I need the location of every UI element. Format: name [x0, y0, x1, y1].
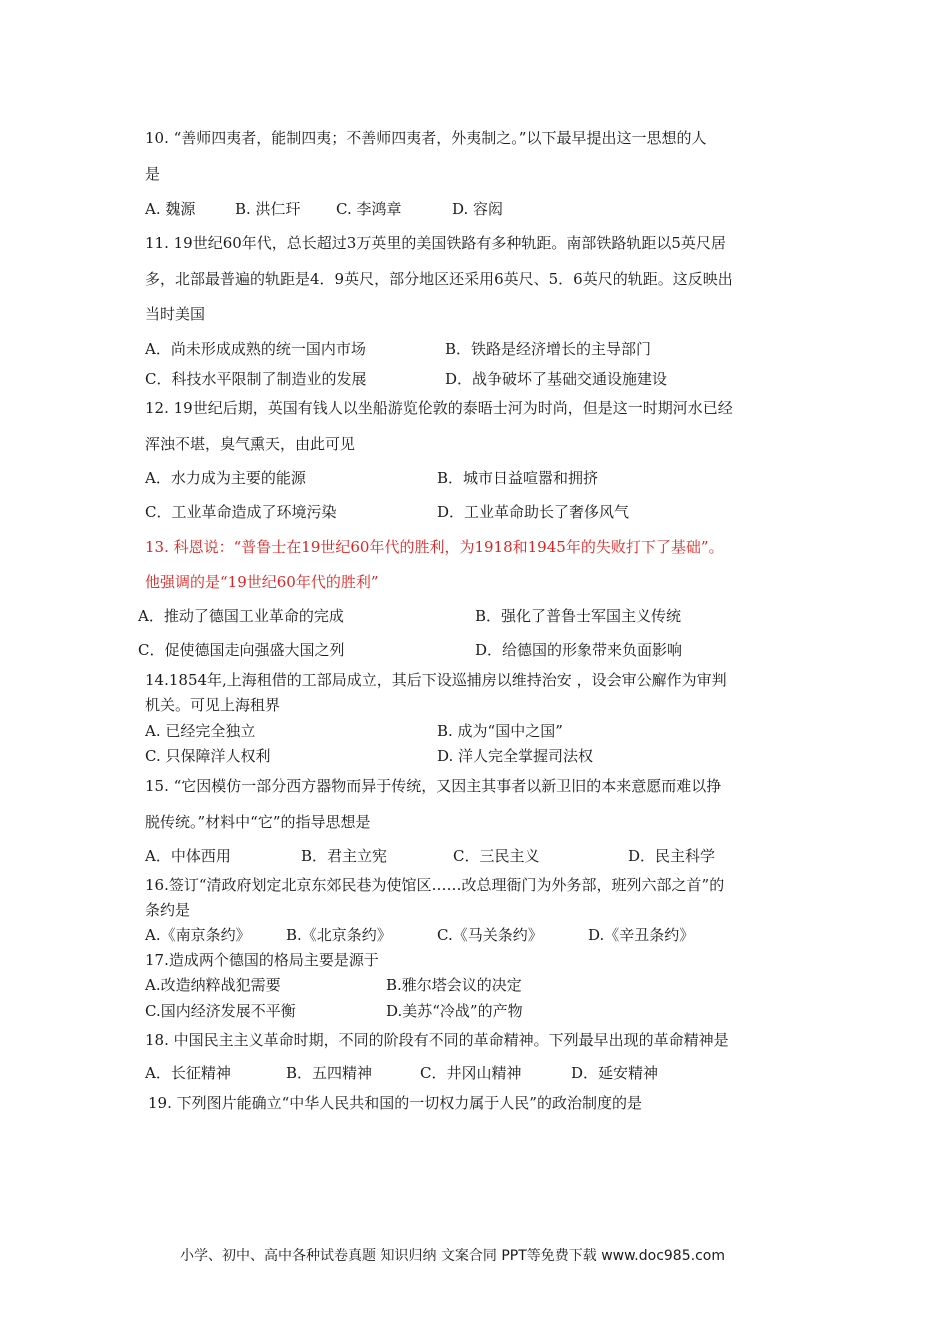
- q18-option-c: C．井冈山精神: [420, 1064, 522, 1082]
- q16-option-b: B.《北京条约》: [286, 926, 392, 944]
- q11-stem-line3: 当时美国: [145, 305, 206, 323]
- q10-stem-line2: 是: [145, 165, 161, 183]
- q16-stem-line1: 16.签订“清政府划定北京东郊民巷为使馆区……改总理衙门为外务部，班列六部之首”的: [145, 876, 725, 894]
- q17-option-b: B.雅尔塔会议的决定: [386, 976, 522, 994]
- q11-option-c: C．科技水平限制了制造业的发展: [145, 370, 367, 388]
- q11-option-b: B．铁路是经济增长的主导部门: [445, 340, 652, 358]
- q17-stem-line1: 17.造成两个德国的格局主要是源于: [145, 951, 379, 969]
- q11-option-d: D．战争破坏了基础交通设施建设: [445, 370, 668, 388]
- q12-stem-line2: 浑浊不堪，臭气熏天，由此可见: [145, 435, 356, 453]
- q13-option-a: A．推动了德国工业革命的完成: [138, 607, 344, 625]
- q10-option-d: D. 容闳: [452, 200, 504, 218]
- q16-stem-line2: 条约是: [145, 901, 191, 919]
- q11-option-a: A．尚未形成成熟的统一国内市场: [145, 340, 366, 358]
- q18-option-b: B．五四精神: [286, 1064, 373, 1082]
- q10-option-b: B. 洪仁玕: [235, 200, 301, 218]
- q15-stem-line1: 15. “它因模仿一部分西方器物而异于传统，又因主其事者以新卫旧的本来意愿而难以挣: [145, 777, 722, 795]
- q14-option-a: A. 已经完全独立: [145, 722, 256, 740]
- q11-stem-line2: 多，北部最普遍的轨距是4．9英尺，部分地区还采用6英尺、5．6英尺的轨距。这反映出: [145, 270, 733, 288]
- q10-option-a: A. 魏源: [145, 200, 196, 218]
- q15-option-b: B．君主立宪: [301, 847, 388, 865]
- q18-option-d: D．延安精神: [571, 1064, 659, 1082]
- q12-option-a: A．水力成为主要的能源: [145, 469, 306, 487]
- q14-stem-line2: 机关。可见上海租界: [145, 696, 281, 714]
- page-footer: 小学、初中、高中各种试卷真题 知识归纳 文案合同 PPT等免费下载 www.doc985.com: [180, 1248, 725, 1264]
- q17-option-c: C.国内经济发展不平衡: [145, 1002, 296, 1020]
- q16-option-a: A.《南京条约》: [145, 926, 251, 944]
- q13-option-b: B．强化了普鲁士军国主义传统: [475, 607, 682, 625]
- q13-option-c: C．促使德国走向强盛大国之列: [138, 641, 345, 659]
- q15-stem-line2: 脱传统。”材料中“它”的指导思想是: [145, 813, 371, 831]
- q12-stem-line1: 12. 19世纪后期，英国有钱人以坐船游览伦敦的泰晤士河为时尚，但是这一时期河水已经: [145, 399, 733, 417]
- q14-option-b: B. 成为“国中之国”: [437, 722, 563, 740]
- q12-option-c: C．工业革命造成了环境污染: [145, 503, 337, 521]
- q14-option-c: C. 只保障洋人权利: [145, 747, 271, 765]
- q13-option-d: D．给德国的形象带来负面影响: [475, 641, 683, 659]
- q10-stem-line1: 10. “善师四夷者，能制四夷；不善师四夷者，外夷制之。”以下最早提出这一思想的人: [145, 129, 707, 147]
- q16-option-c: C.《马关条约》: [437, 926, 543, 944]
- q14-option-d: D. 洋人完全掌握司法权: [437, 747, 594, 765]
- q14-stem-line1: 14.1854年,上海租借的工部局成立，其后下设巡捕房以维持治安 ，设会审公廨作为审判: [145, 671, 727, 689]
- q12-option-b: B．城市日益喧嚣和拥挤: [437, 469, 599, 487]
- q12-option-d: D．工业革命助长了奢侈风气: [437, 503, 630, 521]
- q17-option-d: D.美苏“冷战”的产物: [386, 1002, 523, 1020]
- q13-stem-line2: 他强调的是“19世纪60年代的胜利”: [145, 573, 379, 591]
- q15-option-c: C．三民主义: [453, 847, 540, 865]
- q19-stem-line1: 19. 下列图片能确立“中华人民共和国的一切权力属于人民”的政治制度的是: [148, 1094, 642, 1112]
- q13-stem-line1: 13. 科恩说：“普鲁士在19世纪60年代的胜利，为1918和1945年的失败打下了基础”。: [145, 538, 724, 556]
- q11-stem-line1: 11. 19世纪60年代，总长超过3万英里的美国铁路有多种轨距。南部铁路轨距以5英尺居: [145, 234, 726, 252]
- q15-option-d: D．民主科学: [628, 847, 716, 865]
- q16-option-d: D.《辛丑条约》: [588, 926, 695, 944]
- q18-stem-line1: 18. 中国民主主义革命时期，不同的阶段有不同的革命精神。下列最早出现的革命精神是: [145, 1031, 729, 1049]
- q18-option-a: A．长征精神: [145, 1064, 231, 1082]
- q15-option-a: A．中体西用: [145, 847, 231, 865]
- q10-option-c: C. 李鸿章: [336, 200, 402, 218]
- q17-option-a: A.改造纳粹战犯需要: [145, 976, 281, 994]
